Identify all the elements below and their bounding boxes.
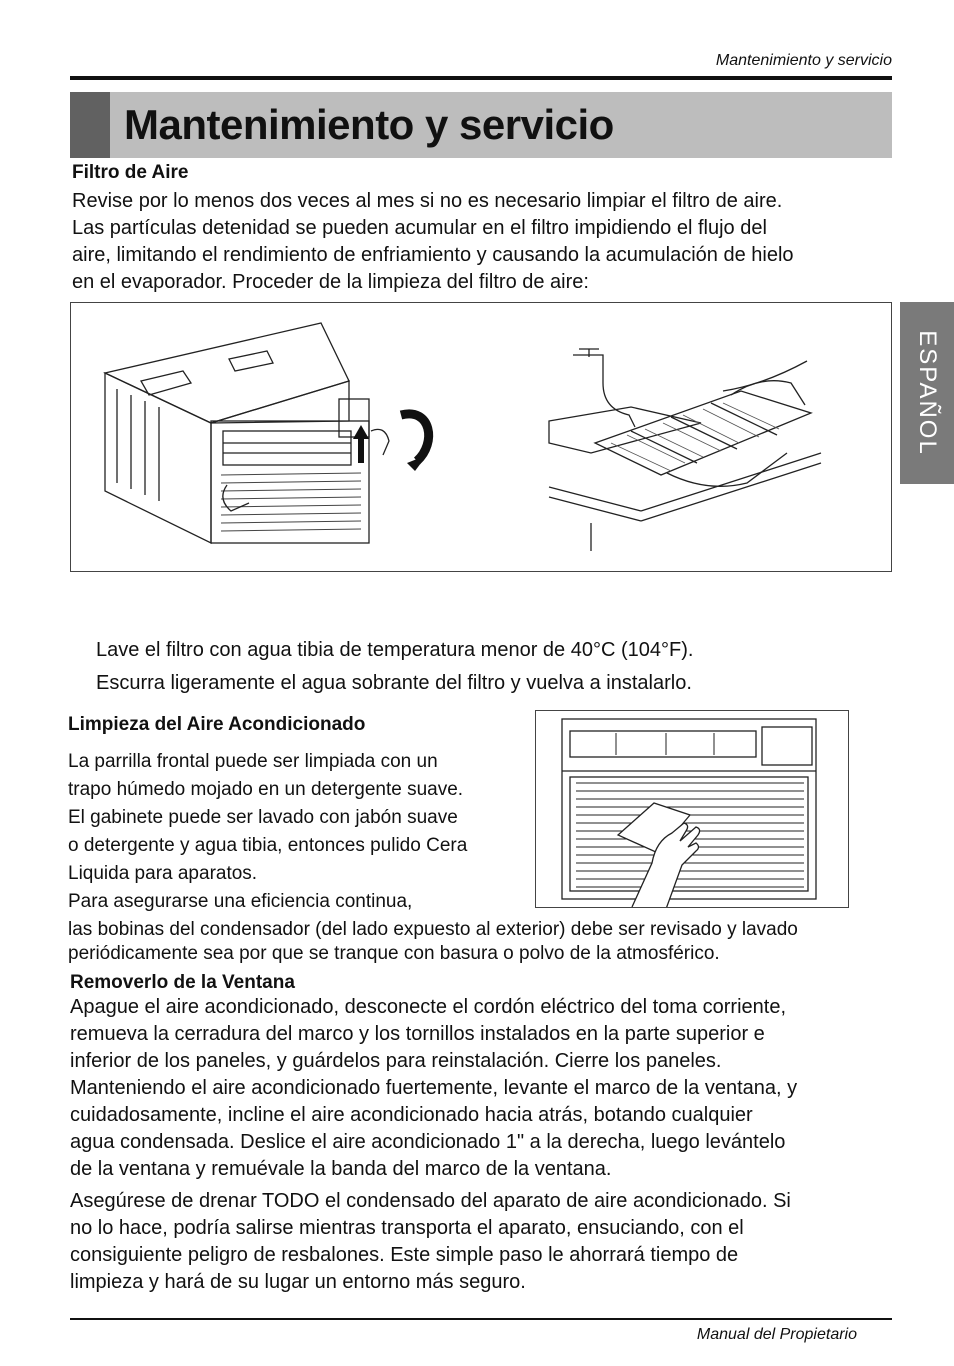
header-rule: [70, 76, 892, 80]
removal-line: no lo hace, podría salirse mientras transporta el aparato, ensuciando, con el: [70, 1217, 744, 1239]
filter-line: Revise por lo menos dos veces al mes si no es necesario limpiar el filtro de aire.: [72, 190, 783, 212]
cleaning-heading: Limpieza del Aire Acondicionado: [68, 714, 366, 735]
cleaning-line: El gabinete puede ser lavado con jabón suave: [68, 807, 458, 828]
cleaning-line: Liquida para aparatos.: [68, 863, 258, 884]
page-title: Mantenimiento y servicio: [124, 101, 614, 148]
removal-heading: Removerlo de la Ventana: [70, 972, 295, 993]
wiping-front-grille-illustration: [536, 711, 848, 907]
title-accent-block: [70, 92, 110, 158]
cleaning-line: Para asegurarse una eficiencia continua,: [68, 891, 413, 912]
footer-text: Manual del Propietario: [696, 1326, 857, 1343]
filter-line: aire, limitando el rendimiento de enfriamiento y causando la acumulación de hielo: [72, 244, 794, 266]
language-tab-label: ESPAÑOL: [914, 330, 941, 456]
cleaning-figure: [535, 710, 849, 908]
cleaning-line: trapo húmedo mojado en un detergente suave.: [68, 779, 464, 800]
cleaning-line: o detergente y agua tibia, entonces pulido Cera: [68, 835, 468, 856]
removal-line: cuidadosamente, incline el aire acondicionado hacia atrás, botando cualquier: [70, 1104, 753, 1126]
filter-paragraph: [72, 188, 794, 296]
running-header: Mantenimiento y servicio: [715, 52, 892, 69]
footer-rule: [70, 1318, 892, 1320]
filter-line: Las partículas detenidad se pueden acumular en el filtro impidiendo el flujo del: [72, 217, 767, 239]
filter-step-2: Escurra ligeramente el agua sobrante del filtro y vuelva a instalarlo.: [96, 672, 692, 694]
cleaning-paragraph-wide: [68, 918, 798, 966]
filter-heading: Filtro de Aire: [72, 162, 189, 183]
cleaning-line: La parrilla frontal puede ser limpiada con un: [68, 751, 438, 772]
removal-line: remueva la cerradura del marco y los tornillos instalados en la parte superior e: [70, 1023, 765, 1045]
removal-paragraph-2: [70, 1188, 791, 1296]
ac-filter-removal-illustration: [71, 303, 891, 571]
removal-line: agua condensada. Deslice el aire acondicionado 1" a la derecha, luego levántelo: [70, 1131, 786, 1153]
filter-step-1: Lave el filtro con agua tibia de temperatura menor de 40°C (104°F).: [96, 639, 694, 661]
removal-paragraph-1: [70, 994, 797, 1183]
language-tab: [900, 302, 954, 484]
removal-line: limpieza y hará de su lugar un entorno más seguro.: [70, 1271, 526, 1293]
removal-line: de la ventana y remuévale la banda del marco de la ventana.: [70, 1158, 612, 1180]
removal-line: consiguiente peligro de resbalones. Este simple paso le ahorrará tiempo de: [70, 1244, 739, 1266]
filter-line: en el evaporador. Proceder de la limpieza del filtro de aire:: [72, 271, 589, 293]
removal-line: Apague el aire acondicionado, desconecte el cordón eléctrico del toma corriente,: [70, 996, 786, 1018]
removal-line: inferior de los paneles, y guárdelos para reinstalación. Cierre los paneles.: [70, 1050, 722, 1072]
cleaning-line: periódicamente sea por que se tranque con basura o polvo de la atmosférico.: [68, 943, 720, 964]
cleaning-paragraph: [68, 748, 467, 916]
removal-line: Asegúrese de drenar TODO el condensado del aparato de aire acondicionado. Si: [70, 1190, 791, 1212]
filter-figure: [70, 302, 892, 572]
cleaning-line: las bobinas del condensador (del lado expuesto al exterior) debe ser revisado y lavado: [68, 919, 798, 940]
removal-line: Manteniendo el aire acondicionado fuertemente, levante el marco de la ventana, y: [70, 1077, 798, 1099]
